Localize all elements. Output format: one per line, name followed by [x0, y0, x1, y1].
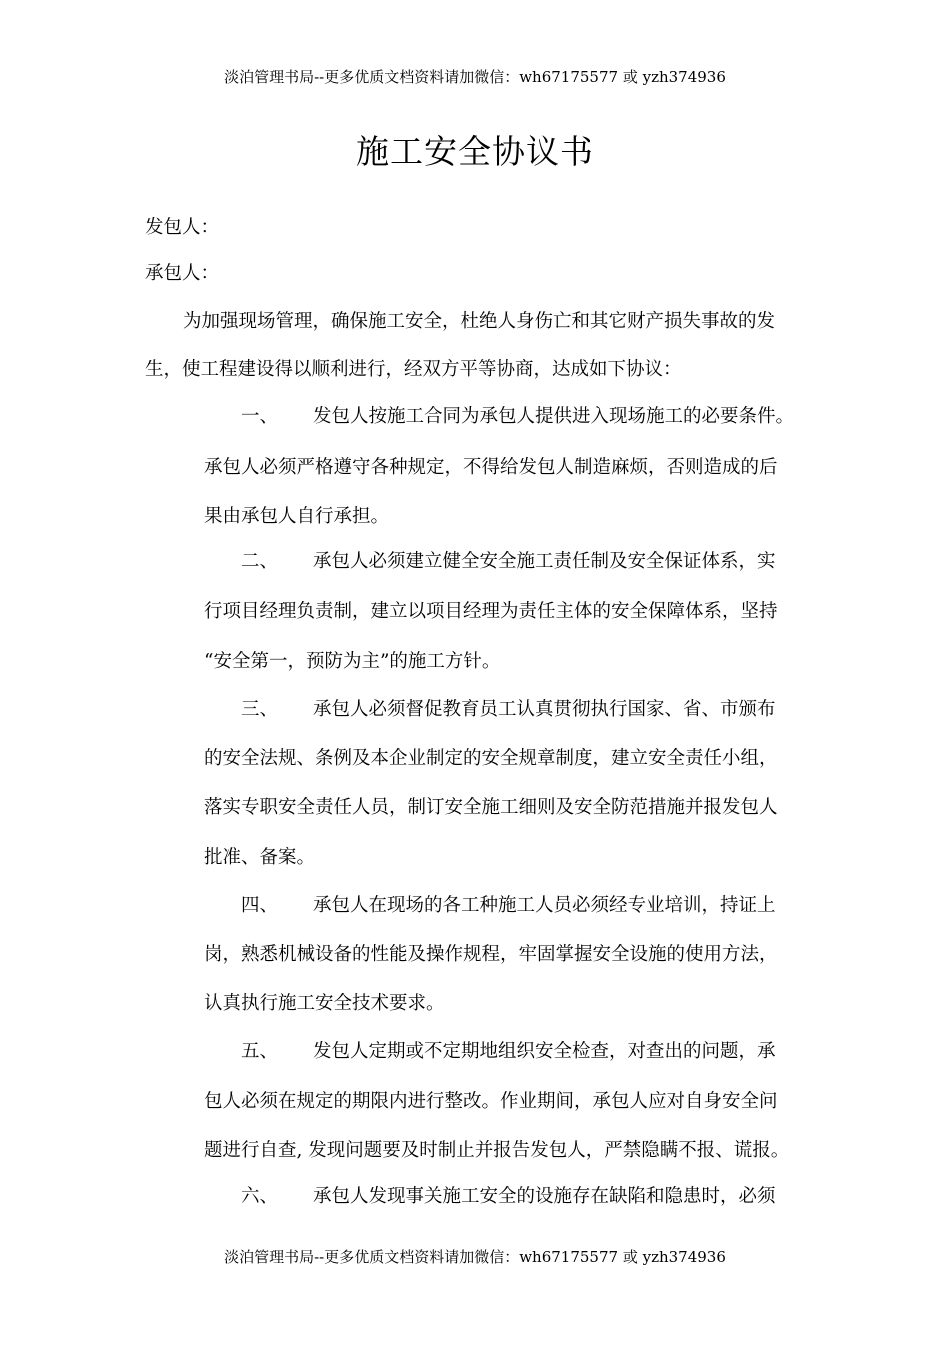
clause-3-number: 三、	[241, 699, 279, 720]
clause-5-line-2: 包人必须在规定的期限内进行整改。作业期间，承包人应对自身安全问	[204, 1091, 778, 1112]
clause-5-number: 五、	[241, 1041, 279, 1062]
clause-2-line-3: “安全第一，预防为主”的施工方针。	[204, 651, 501, 672]
clause-3	[241, 697, 776, 723]
clause-1-line-3: 果由承包人自行承担。	[204, 506, 390, 527]
clause-4-line-3: 认真执行施工安全技术要求。	[204, 993, 445, 1014]
clause-2-number: 二、	[241, 551, 279, 572]
clause-6	[241, 1184, 776, 1210]
clause-4-line-1: 承包人在现场的各工种施工人员必须经专业培训，持证上	[313, 895, 776, 916]
footer-note: 淡泊管理书局--更多优质文档资料请加微信：wh67175577 或 yzh374936	[224, 1248, 726, 1266]
clause-1-line-1: 发包人按施工合同为承包人提供进入现场施工的必要条件。	[313, 406, 795, 427]
clause-1-line-2: 承包人必须严格遵守各种规定，不得给发包人制造麻烦，否则造成的后	[204, 457, 778, 478]
clause-4	[241, 893, 776, 919]
clause-3-line-2: 的安全法规、条例及本企业制定的安全规章制度，建立安全责任小组，	[204, 748, 778, 769]
clause-1-number: 一、	[241, 406, 279, 427]
clause-1	[241, 404, 794, 430]
intro-line-1: 为加强现场管理，确保施工安全，杜绝人身伤亡和其它财产损失事故的发	[183, 311, 776, 332]
clause-4-line-2: 岗，熟悉机械设备的性能及操作规程，牢固掌握安全设施的使用方法，	[204, 944, 778, 965]
clause-3-line-1: 承包人必须督促教育员工认真贯彻执行国家、省、市颁布	[313, 699, 776, 720]
clause-2	[241, 549, 776, 575]
clause-4-number: 四、	[241, 895, 279, 916]
clause-3-line-3: 落实专职安全责任人员，制订安全施工细则及安全防范措施并报发包人	[204, 797, 778, 818]
employer-label: 发包人：	[145, 217, 220, 238]
contractor-label: 承包人：	[145, 263, 220, 284]
clause-2-line-2: 行项目经理负责制，建立以项目经理为责任主体的安全保障体系，坚持	[204, 601, 778, 622]
clause-5-line-1: 发包人定期或不定期地组织安全检查，对查出的问题，承	[313, 1041, 776, 1062]
header-note: 淡泊管理书局--更多优质文档资料请加微信：wh67175577 或 yzh374936	[224, 68, 726, 86]
clause-6-number: 六、	[241, 1186, 279, 1207]
clause-5	[241, 1039, 776, 1065]
document-title: 施工安全协议书	[356, 132, 594, 171]
clause-2-line-1: 承包人必须建立健全安全施工责任制及安全保证体系，实	[313, 551, 776, 572]
clause-5-line-3: 题进行自查, 发现问题要及时制止并报告发包人，严禁隐瞒不报、谎报。	[204, 1140, 790, 1161]
clause-6-line-1: 承包人发现事关施工安全的设施存在缺陷和隐患时，必须	[313, 1186, 776, 1207]
intro-line-2: 生，使工程建设得以顺利进行，经双方平等协商，达成如下协议：	[145, 359, 682, 380]
clause-3-line-4: 批准、备案。	[204, 847, 316, 868]
